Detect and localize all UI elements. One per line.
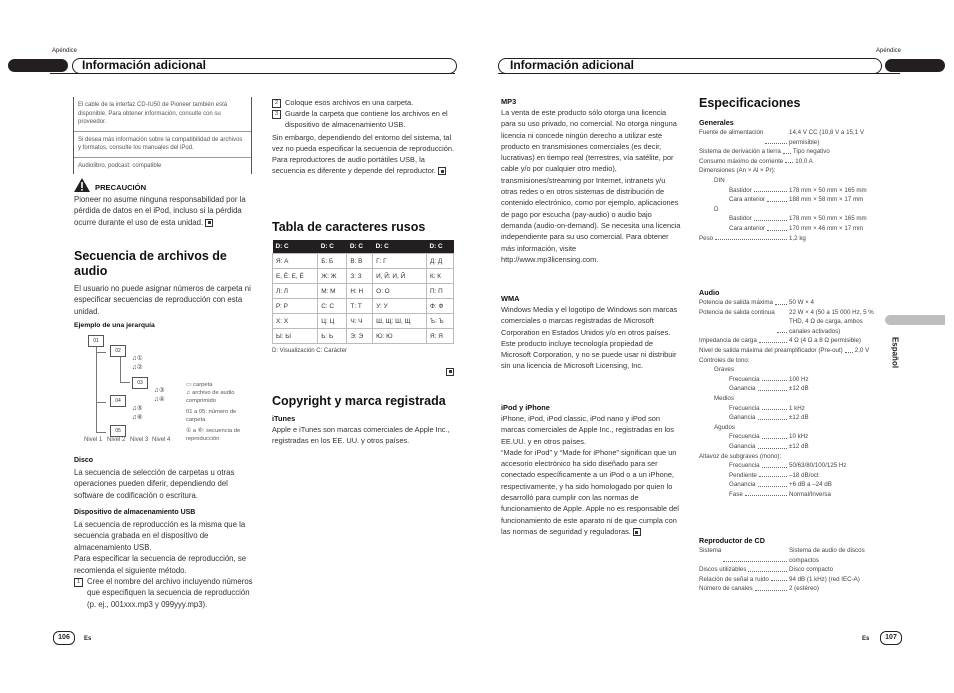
spec-cd-title: Reproductor de CD	[699, 536, 765, 545]
spec-label: Impedancia de carga	[699, 337, 757, 345]
tree-folder: 03	[132, 377, 148, 389]
ipod-text	[501, 413, 683, 537]
table-cell: Ж: Ж	[318, 269, 347, 284]
table-cell: Р: Р	[273, 299, 318, 314]
table-cell: И, Й: И, Й	[373, 269, 427, 284]
itunes-text: Apple e iTunes son marcas comerciales de Apple Inc., registradas en los EE. UU. y otros países.	[272, 425, 450, 445]
tree-file-number: ②	[136, 364, 143, 371]
spec-audio-list	[699, 298, 884, 499]
usb-step-text: Coloque esos archivos en una carpeta.	[285, 98, 414, 107]
tree-file: ♫①	[132, 355, 143, 362]
table-cell: Л: Л	[273, 284, 318, 299]
spec-row	[699, 356, 884, 366]
spec-value: +6 dB a –24 dB	[789, 481, 832, 489]
spec-value: 94 dB (1 kHz) (red IEC-A)	[789, 575, 860, 583]
spec-row	[699, 413, 884, 423]
spec-leader	[755, 584, 787, 591]
tree-line	[96, 352, 106, 353]
tree-folder: 04	[110, 395, 126, 407]
tree-line	[120, 354, 121, 382]
hierarchy-title: Ejemplo de una jerarquía	[74, 322, 155, 329]
sequence-text: El usuario no puede asignar números de carpeta ni especificar secuencias de reproducción con esta unidad.	[74, 284, 251, 316]
table-cell: Ы: Ы	[273, 329, 318, 344]
spec-value: 10,0 A	[795, 157, 813, 165]
spec-leader	[758, 480, 788, 487]
spec-value: –18 dB/oct	[789, 471, 819, 479]
language-side-tab	[885, 315, 945, 325]
note-item: El cable de la interfaz CD-IU50 de Pioneer también está disponible. Para obtener información, consulte con su proveedor.	[74, 97, 251, 132]
table-cell: О: О	[373, 284, 427, 299]
lang-code-left: Es	[84, 636, 92, 642]
end-mark-icon	[438, 167, 446, 175]
spec-cd-list	[699, 546, 884, 594]
spec-value: 10 kHz	[789, 433, 809, 441]
spec-row	[699, 394, 884, 404]
section-title-right: Información adicional	[510, 58, 635, 72]
table-cell: К: К	[427, 269, 454, 284]
spec-leader	[759, 336, 787, 343]
spec-label: Graves	[714, 366, 734, 374]
spec-leader	[783, 147, 791, 154]
table-header-cell: D: C	[318, 240, 347, 254]
page-header-label-right: Apéndice	[876, 48, 902, 54]
wma-title: WMA	[501, 294, 520, 303]
hierarchy-diagram	[74, 332, 254, 450]
tree-level-label: Nivel 4	[152, 437, 171, 443]
mp3-text	[501, 107, 683, 265]
spec-row	[699, 195, 884, 205]
tree-level-label: Nivel 2	[107, 437, 126, 443]
usb-step-text: Guarde la carpeta que contiene los archivos en el dispositivo de almacenamiento USB.	[285, 109, 448, 129]
spec-row	[699, 546, 884, 565]
spec-row	[699, 214, 884, 224]
wma-text-2: Este producto incluye tecnología propiedad de Microsoft Corporation, y no se puede usar ni distribuir sin una licencia de Microsoft Licensing, Inc.	[501, 338, 677, 371]
spec-general-title: Generales	[699, 118, 734, 127]
spec-row	[699, 308, 884, 337]
spec-leader	[775, 298, 787, 305]
table-cell: Ч: Ч	[347, 314, 373, 329]
lang-code-right: Es	[862, 636, 870, 642]
spec-value: 50/63/80/100/125 Hz	[789, 462, 847, 470]
legend-folder	[186, 382, 256, 390]
usb-text-2: Para especificar la secuencia de reproducción, se recomienda el siguiente método.	[74, 554, 247, 575]
usb-title: Dispositivo de almacenamiento USB	[74, 509, 196, 516]
spec-general-list	[699, 128, 884, 243]
spec-value: 14,4 V CC (10,8 V a 15,1 V permisible)	[789, 129, 864, 146]
usb-step	[74, 576, 254, 610]
step-number: 1	[74, 578, 83, 587]
tree-file: ♫⑥	[132, 414, 143, 421]
spec-row	[699, 432, 884, 442]
legend-folder-text: carpeta	[193, 382, 213, 388]
spec-value: ±12 dB	[789, 442, 809, 450]
spec-row	[699, 490, 884, 500]
tree-level-label: Nivel 3	[130, 437, 149, 443]
table-header-cell: D: C	[273, 240, 318, 254]
usb-step	[272, 108, 454, 130]
tree-file-number: ①	[136, 355, 143, 362]
spec-label: Agudos	[714, 423, 735, 431]
spec-label: Frecuencia	[729, 404, 760, 412]
spec-label: Sistema	[699, 547, 722, 554]
spec-leader	[759, 471, 787, 478]
spec-label: Peso	[699, 234, 714, 242]
spec-label: Consumo máximo de corriente	[699, 157, 784, 165]
spec-value: 1,2 kg	[789, 234, 806, 242]
spec-label: Pendiente	[729, 471, 757, 479]
spec-row	[699, 375, 884, 385]
table-cell: Е, Ё: Е, Ё	[273, 269, 318, 284]
spec-leader	[785, 157, 793, 164]
spec-row	[699, 298, 884, 308]
spec-value: Disco compacto	[789, 566, 834, 574]
section-pill-right	[885, 59, 945, 72]
spec-row	[699, 584, 884, 594]
spec-row	[699, 461, 884, 471]
cyr-title: Tabla de caracteres rusos	[272, 220, 426, 234]
warning-icon	[74, 178, 90, 192]
legend-sequence: ① a ⑥: secuencia de reproducción	[186, 428, 241, 442]
spec-leader	[762, 432, 787, 439]
cyr-caption: D: Visualización C: Carácter	[272, 348, 347, 354]
table-cell: Э: Э	[347, 329, 373, 344]
table-row	[273, 254, 454, 269]
spec-value: 4 Ω (4 Ω a 8 Ω permisible)	[789, 337, 861, 345]
tree-line	[96, 347, 97, 433]
spec-value: ±12 dB	[789, 385, 809, 393]
spec-title: Especificaciones	[699, 96, 801, 110]
spec-label: Potencia de salida continua	[699, 308, 775, 316]
step-number: 2	[272, 99, 281, 108]
spec-row	[699, 336, 884, 346]
usb-text-3: Sin embargo, dependiendo del entorno del sistema, tal vez no pueda especificar la secuencia de reproducción.	[272, 133, 455, 153]
spec-value: Sistema de audio de discos compactos	[789, 547, 865, 564]
spec-value: 2 (estéreo)	[789, 585, 819, 593]
end-mark-icon	[446, 368, 454, 376]
tree-folder: 01	[88, 335, 104, 347]
spec-value: 178 mm × 50 mm × 165 mm	[789, 186, 867, 194]
table-cell: Т: Т	[347, 299, 373, 314]
table-cell: Ь: Ь	[318, 329, 347, 344]
note-item: Si desea más información sobre la compatibilidad de archivos y formatos, consulte los manuales del iPod.	[74, 132, 251, 158]
spec-label: Relación de señal a ruido	[699, 575, 769, 583]
table-header-row	[273, 240, 454, 254]
spec-label: DIN	[714, 176, 725, 184]
cyrillic-table	[272, 240, 454, 344]
wma-text-1: Windows Media y el logotipo de Windows son marcas comerciales o marcas registradas de Microsoft Corporation en Estados Unidos y/o en otros países.	[501, 305, 678, 337]
table-cell: В: В	[347, 254, 373, 269]
spec-row	[699, 147, 884, 157]
tree-file-number: ③	[158, 387, 165, 394]
tree-line	[120, 382, 130, 383]
spec-leader	[771, 575, 787, 582]
mp3-text-body: La venta de este producto sólo otorga una licencia para su uso privado, no comercial. No otorga ninguna licencia ni concede ningún derecho a utilizar este producto en transmisiones comerciales (es decir, lucrativas) en tiempo real (terrestres, vía satélite, por cable y/o por cualquier otro medio), transmisiones/streaming por Internet, intranets y/u otras redes o en otros sistemas de distribución de contenido electrónico, como por ejemplo, aplicaciones de pago por escucha (pay-audio) o audio bajo demanda (audio-on-demand). Se necesita una licencia independiente para su uso comercial. Para obtener más información, visite	[501, 108, 681, 253]
table-cell: Н: Н	[347, 284, 373, 299]
table-cell: Б: Б	[318, 254, 347, 269]
notes-box	[73, 97, 252, 174]
spec-value: 2,0 V	[854, 346, 870, 354]
table-row	[273, 329, 454, 344]
usb-column-2	[272, 97, 454, 176]
usb-text-1: La secuencia de reproducción es la misma que la secuencia grabada en el dispositivo de almacenamiento USB.	[74, 520, 246, 552]
spec-leader	[762, 375, 787, 382]
spec-value: 170 mm × 46 mm × 17 mm	[789, 224, 864, 232]
spec-row	[699, 205, 884, 215]
legend-numbers: 01 a 05: número de carpeta	[186, 409, 237, 423]
spec-row	[699, 442, 884, 452]
spec-row	[699, 346, 884, 356]
spec-label: Discos utilizables	[699, 566, 747, 574]
table-cell: М: М	[318, 284, 347, 299]
table-cell: Г: Г	[373, 254, 427, 269]
spec-leader	[754, 186, 787, 193]
tree-file-number: ⑥	[136, 414, 143, 421]
table-header-cell: D: C	[347, 240, 373, 254]
spec-value: 1 kHz	[789, 404, 805, 412]
spec-row	[699, 565, 884, 575]
spec-row	[699, 452, 884, 462]
table-header-cell: D: C	[373, 240, 427, 254]
spec-row	[699, 404, 884, 414]
tree-level-label: Nivel 1	[84, 437, 103, 443]
table-cell: С: С	[318, 299, 347, 314]
music-note-icon: ♫	[186, 390, 192, 396]
legend-audio-text: archivo de audio comprimido	[186, 390, 235, 404]
section-pill-left	[8, 59, 68, 72]
spec-label: Ganancia	[729, 385, 756, 393]
usb-step	[272, 97, 454, 108]
spec-value: 100 Hz	[789, 375, 809, 383]
spec-value: 22 W × 4 (50 a 15 000 Hz, 5 % THD, 4 Ω de carga, ambos canales activados)	[789, 308, 874, 335]
table-cell: Ю: Ю	[373, 329, 427, 344]
ipod-text-2	[501, 447, 683, 537]
spec-label: Controles de tono:	[699, 356, 750, 364]
spec-leader	[758, 384, 788, 391]
spec-leader	[767, 195, 787, 202]
spec-leader	[748, 565, 787, 572]
table-header-cell: D: C	[427, 240, 454, 254]
spec-row	[699, 186, 884, 196]
spec-label: Nivel de salida máxima del preamplificador (Pre-out)	[699, 346, 843, 354]
ipod-title: iPod y iPhone	[501, 403, 550, 412]
spec-row	[699, 480, 884, 490]
page-number-right: 107	[880, 631, 902, 645]
spec-label: Ganancia	[729, 414, 756, 422]
spec-leader	[758, 442, 788, 449]
step-number: 3	[272, 110, 281, 119]
table-cell: Х: Х	[273, 314, 318, 329]
table-cell: Ф: Ф	[427, 299, 454, 314]
disco-text: La secuencia de selección de carpetas u otras operaciones pueden diferir, dependiendo del software de codificación o escritura.	[74, 468, 235, 500]
tree-line	[96, 432, 106, 433]
itunes-title: iTunes	[272, 414, 296, 423]
tree-file-number: ⑤	[136, 405, 143, 412]
wma-text	[501, 304, 683, 372]
tree-file: ♫⑤	[132, 405, 143, 412]
copyright-title: Copyright y marca registrada	[272, 394, 446, 408]
table-row	[273, 269, 454, 284]
ipod-text-1: iPhone, iPod, iPod classic, iPod nano y iPod son marcas comerciales de Apple Inc., registradas en los EE.UU. y en otros países.	[501, 414, 674, 446]
tree-file: ♫③	[154, 387, 165, 394]
usb-text-4-content: Para reproductores de audio portátiles USB, la secuencia es diferente y depende del reproductor.	[272, 155, 436, 175]
spec-leader	[777, 308, 787, 334]
spec-row	[699, 224, 884, 234]
spec-leader	[754, 214, 787, 221]
spec-row	[699, 365, 884, 375]
table-cell: Д: Д	[427, 254, 454, 269]
page-header-label-left: Apéndice	[52, 48, 78, 54]
spec-row	[699, 176, 884, 186]
spec-label: Frecuencia	[729, 462, 760, 470]
section-title-left: Información adicional	[82, 58, 207, 72]
spec-label: Cara anterior	[729, 196, 766, 204]
table-cell: У: У	[373, 299, 427, 314]
table-cell: Я: А	[273, 254, 318, 269]
end-mark-icon	[205, 219, 213, 227]
disco-title: Disco	[74, 457, 94, 464]
spec-value: 50 W × 4	[789, 299, 814, 306]
spec-label: Ganancia	[729, 481, 756, 489]
spec-label: Cara anterior	[729, 224, 766, 232]
spec-label: Bastidor	[729, 186, 752, 194]
table-row	[273, 284, 454, 299]
spec-row	[699, 423, 884, 433]
caution-text-content: Pioneer no asume ninguna responsabilidad por la pérdida de datos en el iPod, incluso si la pérdida ocurre durante el uso de esta unidad.	[74, 195, 246, 227]
spec-leader	[767, 224, 787, 231]
spec-label: Fase	[729, 490, 743, 498]
ipod-text-2-content: “Made for iPod” y “Made for iPhone” significan que un accesorio electrónico ha sido diseñado para ser conectado específicamente a un iPod o a un iPhone, respectivamente, y ha sido homologado por quien lo desarrolló para cumplir con las normas de funcionamiento de Apple. Apple no es responsable del funcionamiento de este aparato ni de que cumpla con las normas de seguridad y reguladoras.	[501, 447, 679, 536]
spec-row	[699, 471, 884, 481]
usb-text	[74, 519, 254, 610]
caution-text	[74, 194, 252, 228]
table-cell: Ц: Ц	[318, 314, 347, 329]
tree-folder: 05	[110, 425, 126, 437]
sequence-title: Secuencia de archivos de audio	[74, 249, 227, 278]
tree-line	[96, 402, 106, 403]
spec-leader	[758, 413, 788, 420]
folder-icon: ▭	[186, 382, 194, 388]
spec-label: Bastidor	[729, 215, 752, 223]
note-item: Audiolibro, podcast: compatible	[78, 162, 162, 169]
table-cell: Ъ: Ъ	[427, 314, 454, 329]
spec-label: Altavoz de subgraves (mono):	[699, 452, 782, 460]
spec-row	[699, 128, 884, 147]
spec-label: Ganancia	[729, 442, 756, 450]
spec-label: Frecuencia	[729, 433, 760, 441]
spec-leader	[745, 490, 787, 497]
mp3-title: MP3	[501, 97, 517, 106]
legend-audio	[186, 390, 256, 405]
spec-row	[699, 575, 884, 585]
spec-audio-title: Audio	[699, 288, 720, 297]
tree-file: ♫④	[154, 396, 165, 403]
spec-row	[699, 384, 884, 394]
spec-label: D	[714, 205, 719, 213]
tree-file: ♫②	[132, 364, 143, 371]
page-number-left: 106	[53, 631, 75, 645]
spec-label: Potencia de salida máxima	[699, 299, 773, 306]
tree-folder: 02	[110, 345, 126, 357]
table-cell: Ш, Щ: Ш, Щ	[373, 314, 427, 329]
spec-label: Número de canales	[699, 585, 753, 593]
spec-value: Normal/Inversa	[789, 490, 831, 498]
mp3-url: http://www.mp3licensing.com.	[501, 254, 599, 264]
caution-title: PRECAUCIÓN	[95, 183, 147, 192]
spec-leader	[715, 234, 787, 241]
table-row	[273, 314, 454, 329]
spec-label: Dimensiones (An × Al × Pr):	[699, 167, 776, 175]
spec-leader	[765, 128, 787, 144]
table-cell: П: П	[427, 284, 454, 299]
spec-leader	[762, 461, 787, 468]
end-mark-icon	[633, 528, 641, 536]
table-cell: З: З	[347, 269, 373, 284]
usb-step-text: Cree el nombre del archivo incluyendo números que especifiquen la secuencia de reproducción (p. ej., 001xxx.mp3 y 099yyy.mp3).	[87, 577, 253, 609]
spec-row	[699, 166, 884, 176]
spec-label: Medios	[714, 394, 734, 402]
spec-leader	[723, 546, 787, 562]
table-cell: Я: Я	[427, 329, 454, 344]
spec-row	[699, 157, 884, 167]
spec-label: Sistema de derivación a tierra	[699, 148, 781, 156]
spec-leader	[845, 346, 853, 353]
spec-value: 188 mm × 58 mm × 17 mm	[789, 196, 864, 204]
spec-leader	[762, 404, 787, 411]
usb-text-4	[272, 154, 454, 176]
spec-label: Fuente de alimentación	[699, 129, 764, 136]
spec-value: ±12 dB	[789, 414, 809, 422]
spec-value: Tipo negativo	[792, 148, 830, 156]
spec-value: 178 mm × 50 mm × 165 mm	[789, 215, 867, 223]
table-row	[273, 299, 454, 314]
tree-file-number: ④	[158, 396, 165, 403]
spec-row	[699, 234, 884, 244]
spec-label: Frecuencia	[729, 375, 760, 383]
side-tab-label: Español	[890, 336, 900, 369]
